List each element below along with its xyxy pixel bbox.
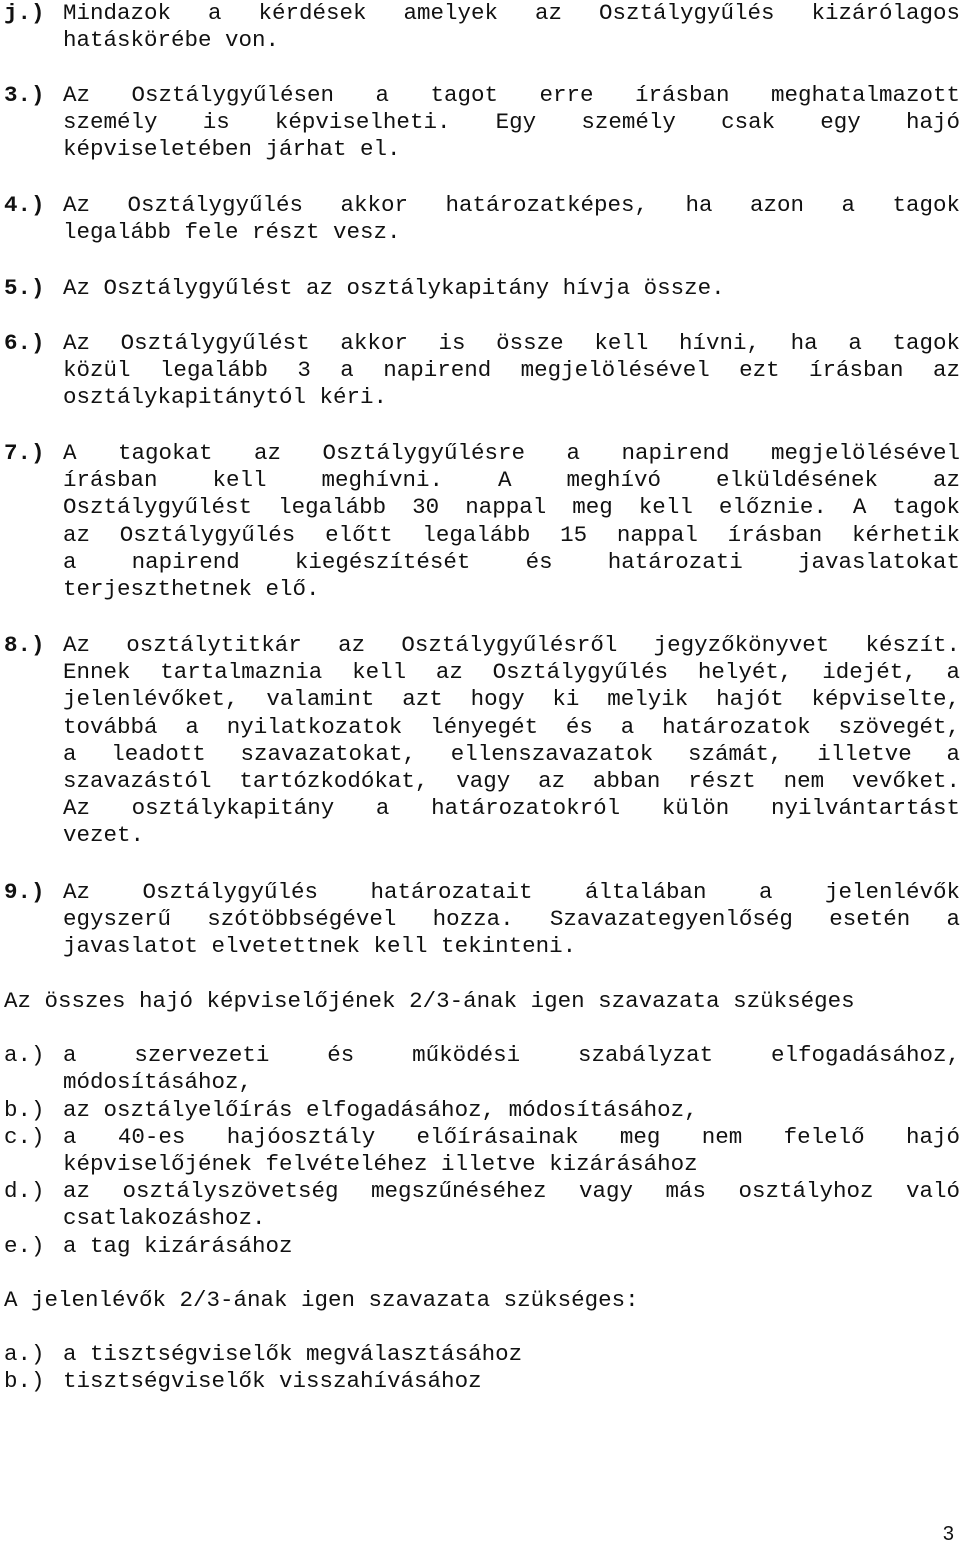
item-text bbox=[63, 275, 960, 302]
item-number: 4.) bbox=[4, 192, 45, 218]
list-text bbox=[63, 1042, 960, 1096]
section-intro-all-ships: Az összes hajó képviselőjének 2/3-ának igen szavazata szükséges bbox=[4, 988, 855, 1014]
item-number: 5.) bbox=[4, 275, 45, 301]
text-line: jelenlévőket, valamint azt hogy ki melyik hajót képviselte, bbox=[63, 686, 960, 713]
numbered-item-8 bbox=[4, 632, 960, 850]
item-number: 9.) bbox=[4, 879, 45, 905]
item-text bbox=[63, 82, 960, 164]
list-label: b.) bbox=[4, 1368, 45, 1394]
list-text bbox=[63, 1124, 960, 1178]
text-line: Mindazok a kérdések amelyek az Osztálygyűlés kizárólagos bbox=[63, 0, 960, 26]
numbered-item-4 bbox=[4, 192, 960, 246]
item-number: 3.) bbox=[4, 82, 45, 108]
numbered-item-j bbox=[4, 0, 960, 54]
text-line: A tagokat az Osztálygyűlésre a napirend megjelölésével bbox=[63, 440, 960, 466]
text-line: Az Osztálygyűlés határozatait általában a jelenlévők bbox=[63, 879, 960, 905]
numbered-item-5 bbox=[4, 275, 960, 302]
text-line: Az osztálykapitány a határozatokról külön nyilvántartást bbox=[63, 795, 960, 822]
item-text bbox=[63, 632, 960, 850]
list-item-a bbox=[4, 1042, 960, 1096]
numbered-item-6 bbox=[4, 330, 960, 412]
list-label: a.) bbox=[4, 1341, 45, 1367]
text-line: csatlakozáshoz. bbox=[63, 1205, 266, 1232]
text-line: vezet. bbox=[63, 822, 145, 849]
item-text bbox=[63, 330, 960, 412]
text-line: tisztségviselők visszahívásához bbox=[63, 1368, 482, 1394]
list-text bbox=[63, 1097, 960, 1124]
numbered-item-3 bbox=[4, 82, 960, 164]
item-text bbox=[63, 440, 960, 603]
text-line: terjeszthetnek elő. bbox=[63, 576, 320, 603]
list-text bbox=[63, 1368, 960, 1395]
list-item-d bbox=[4, 1178, 960, 1232]
list-text bbox=[63, 1233, 960, 1260]
list-label: e.) bbox=[4, 1233, 45, 1259]
text-line: a napirend kiegészítését és határozati javaslatokat bbox=[63, 548, 960, 575]
item-text bbox=[63, 0, 960, 54]
text-line: Osztálygyűlést legalább 30 nappal meg kell előznie. A tagok bbox=[63, 494, 960, 521]
item-number: 6.) bbox=[4, 330, 45, 356]
text-line: a szervezeti és működési szabályzat elfogadásához, bbox=[63, 1042, 960, 1068]
page-number: 3 bbox=[942, 1523, 954, 1545]
text-line: javaslatot elvetettnek kell tekinteni. bbox=[63, 933, 577, 960]
text-line: Az Osztálygyűlést az osztálykapitány hívja össze. bbox=[63, 275, 725, 301]
text-line: képviseletében járhat el. bbox=[63, 136, 401, 163]
text-line: közül legalább 3 a napirend megjelölésével ezt írásban az bbox=[63, 357, 960, 384]
text-line: képviselőjének felvételéhez illetve kizárásához bbox=[63, 1151, 698, 1178]
list-item-e bbox=[4, 1233, 960, 1260]
section-intro-present: A jelenlévők 2/3-ának igen szavazata szükséges: bbox=[4, 1287, 639, 1313]
text-line: a tisztségviselők megválasztásához bbox=[63, 1341, 523, 1367]
text-line: az osztályszövetség megszűnéséhez vagy más osztályhoz való bbox=[63, 1178, 960, 1204]
item-number: 7.) bbox=[4, 440, 45, 466]
text-line: személy is képviselheti. Egy személy csak egy hajó bbox=[63, 109, 960, 136]
item-text bbox=[63, 879, 960, 961]
list-label: b.) bbox=[4, 1097, 45, 1123]
item-number: j.) bbox=[4, 0, 45, 26]
list-label: a.) bbox=[4, 1042, 45, 1068]
text-line: írásban kell meghívni. A meghívó elküldésének az bbox=[63, 467, 960, 494]
numbered-item-7 bbox=[4, 440, 960, 603]
list-label: c.) bbox=[4, 1124, 45, 1150]
text-line: Ennek tartalmaznia kell az Osztálygyűlés helyét, idejét, a bbox=[63, 659, 960, 686]
text-line: szavazástól tartózkodókat, vagy az abban részt nem vevőket. bbox=[63, 768, 960, 795]
list-text bbox=[63, 1341, 960, 1368]
text-line: Az Osztálygyűlés akkor határozatképes, ha azon a tagok bbox=[63, 192, 960, 218]
list-label: d.) bbox=[4, 1178, 45, 1204]
text-line: az osztályelőírás elfogadásához, módosításához, bbox=[63, 1097, 698, 1123]
text-line: továbbá a nyilatkozatok lényegét és a határozatok szövegét, bbox=[63, 713, 960, 740]
list-item-c bbox=[4, 1124, 960, 1178]
text-line: a 40-es hajóosztály előírásainak meg nem felelő hajó bbox=[63, 1124, 960, 1150]
list-item-b bbox=[4, 1097, 960, 1124]
text-line: osztálykapitánytól kéri. bbox=[63, 384, 388, 411]
text-line: hatáskörébe von. bbox=[63, 27, 280, 54]
text-line: Az osztálytitkár az Osztálygyűlésről jegyzőkönyvet készít. bbox=[63, 632, 960, 658]
item-number: 8.) bbox=[4, 632, 45, 658]
text-line: Az Osztálygyűlésen a tagot erre írásban meghatalmazott bbox=[63, 82, 960, 108]
text-line: legalább fele részt vesz. bbox=[63, 219, 401, 246]
text-line: módosításához, bbox=[63, 1069, 253, 1096]
text-line: a tag kizárásához bbox=[63, 1233, 293, 1259]
text-line: Az Osztálygyűlést akkor is össze kell hívni, ha a tagok bbox=[63, 330, 960, 356]
list-text bbox=[63, 1178, 960, 1232]
text-line: egyszerű szótöbbségével hozza. Szavazategyenlőség esetén a bbox=[63, 906, 960, 933]
numbered-item-9 bbox=[4, 879, 960, 961]
list-item-a-present bbox=[4, 1341, 960, 1368]
item-text bbox=[63, 192, 960, 246]
text-line: az Osztálygyűlés előtt legalább 15 nappal írásban kérhetik bbox=[63, 521, 960, 548]
text-line: a leadott szavazatokat, ellenszavazatok számát, illetve a bbox=[63, 740, 960, 767]
list-item-b-present bbox=[4, 1368, 960, 1395]
